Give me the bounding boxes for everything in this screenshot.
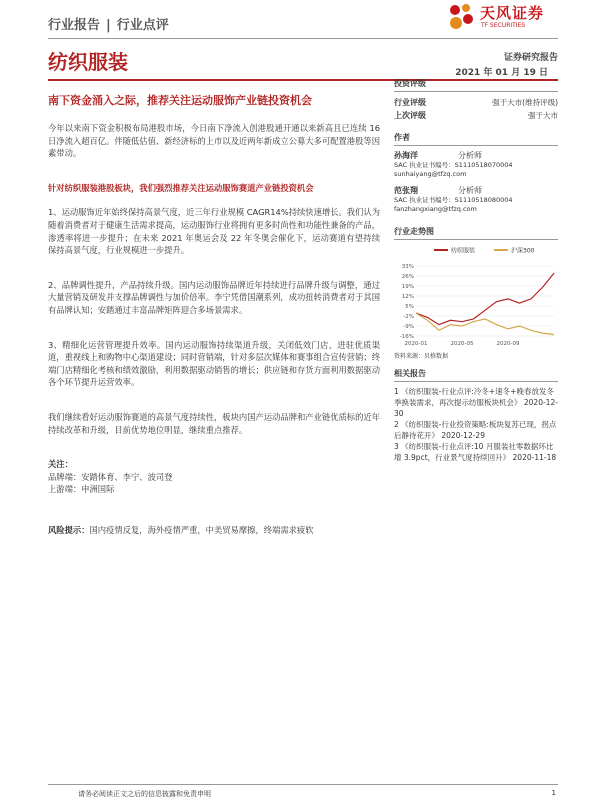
point-3-paragraph: 3、精细化运营管理提升效率。国内运动服饰持续渠道升级，关闭低效门店，进驻优质渠道，重视线上和购物中心渠道建设；同时营销端，针对多层次媒体和赛事组合宣传营销；终端门店精细化考核和绩效激励，利用数据驱动销售的增长；供应链和存货方面利用数据驱动各个环节提升运营效率。 [48, 339, 380, 388]
trend-chart-svg [394, 244, 558, 349]
industry-rating-label: 行业评级 [394, 98, 426, 107]
report-subtitle: 南下资金涌入之际，推荐关注运动服饰产业链投资机会 [48, 94, 312, 107]
logo-english-text: TF SECURITIES [481, 22, 526, 29]
footer-disclaimer: 请务必阅读正文之后的信息披露和免责申明 [78, 790, 211, 798]
category-separator: | [106, 18, 111, 33]
report-type: 证券研究报告 [503, 53, 558, 63]
risk-section [48, 524, 380, 537]
related-report-item[interactable]: 2 《纺织服装-行业投资策略:板块复苏已现，拐点后静待花开》 2020-12-29 [394, 420, 557, 440]
page-title: 纺织服装 [48, 50, 128, 74]
author-email[interactable]: fanzhangxiang@tfzq.com [394, 205, 477, 213]
company-logo [446, 2, 558, 36]
x-tick-label: 2020-05 [450, 341, 474, 347]
point-1-paragraph: 1、运动服饰近年始终保持高景气度，近三年行业规模 CAGR14%持续快速增长。我们认为随着消费者对于健康生活需求提高，运动服饰行业将拥有更多时尚性和功能性兼备的产品，渗透率将进一步提升；在未来 2021 年奥运会及 22 年冬奥会催化下，运动赛道有望持续保持高景气度，行业规模进一步提升。 [48, 207, 380, 256]
y-tick-label: -9% [403, 324, 414, 330]
risk-label: 风险提示： [48, 524, 90, 535]
focus-title: 关注： [48, 459, 73, 470]
footer-divider [48, 784, 558, 785]
report-date: 2021 年 01 月 19 日 [455, 68, 548, 78]
author-email[interactable]: sunhaiyang@tfzq.com [394, 170, 467, 178]
sidebar [394, 78, 558, 463]
series-line-textile [416, 273, 554, 325]
legend-label: 沪深300 [511, 247, 535, 255]
x-tick-label: 2020-01 [404, 341, 428, 347]
author-sac: SAC 执业证书编号：S1110518070004 [394, 161, 513, 169]
author-role: 分析师 [458, 151, 482, 160]
page-number: 1 [551, 789, 556, 797]
last-rating-label: 上次评级 [394, 111, 426, 120]
industry-trend-chart [394, 244, 558, 349]
point-2-paragraph: 2、品牌调性提升，产品持续升级。国内运动服饰品牌近年持续进行品牌升级与调整，通过大量营销及研发并支撑品牌调性与加价倍率。李宁凭借国潮系列，成功扭转消费者对于其国有品牌认知；安踏通过丰富品牌矩阵迎合多场景需求。 [48, 279, 380, 315]
y-tick-label: 26% [401, 274, 414, 280]
y-tick-label: 5% [405, 304, 414, 310]
logo-chinese-text: 天风证券 [480, 4, 545, 22]
main-content [48, 122, 380, 536]
focus-brand: 品牌端：安踏体育、李宁、波司登 [48, 471, 173, 482]
legend-label: 纺织服装 [451, 247, 476, 255]
industry-rating-value: 强于大市(维持评级) [492, 98, 558, 107]
last-rating-row [394, 109, 558, 122]
intro-paragraph: 今年以来南下资金积极布局港股市场，今日南下净流入创港股通开通以来新高且已连续 16 日净流入超百亿。伴随低估值、新经济标的上市以及近两年新成立公募大多可配置港股等因素带动。 [48, 123, 380, 159]
y-tick-label: 33% [401, 264, 414, 270]
header-divider [48, 38, 558, 39]
related-reports [394, 386, 558, 463]
focus-upstream: 上游端：申洲国际 [48, 484, 115, 495]
thesis-paragraph: 针对纺织服装港股板块，我们强烈推荐关注运动服饰赛道产业链投资机会 [48, 182, 314, 193]
author-name: 孙海洋 [394, 151, 418, 160]
related-title: 相关报告 [394, 368, 558, 382]
risk-text: 国内疫情反复，海外疫情严重，中美贸易摩擦，终端需求疲软 [89, 524, 314, 535]
related-report-item[interactable]: 3 《纺织服装-行业点评:10 月服装社零数据环比增 3.9pct，行业景气度持续回升》 2020-11-18 [394, 442, 557, 462]
y-tick-label: -16% [399, 334, 414, 340]
y-tick-label: -2% [403, 314, 414, 320]
report-category [48, 14, 169, 33]
industry-rating-row [394, 96, 558, 109]
rating-title: 投资评级 [394, 78, 558, 92]
x-tick-label: 2020-09 [496, 341, 520, 347]
subcategory-label: 行业点评 [116, 18, 169, 33]
logo-mark-icon [446, 2, 476, 32]
conclusion-paragraph: 我们继续看好运动服饰赛道的高景气度持续性，板块内国产运动品牌和产业链优质标的近年持续改革和升级，目前优势地位明显，继续重点推荐。 [48, 411, 380, 435]
chart-source: 资料来源：贝格数据 [394, 353, 449, 360]
y-tick-label: 19% [401, 284, 414, 290]
report-header [48, 4, 558, 38]
related-report-item[interactable]: 1 《纺织服装-行业点评:冷冬+速冬+晚春放发冬季换装需求，再次提示纺服板块机会》 2020-12-30 [394, 387, 558, 418]
author-2 [394, 185, 558, 214]
author-title: 作者 [394, 132, 558, 146]
author-role: 分析师 [458, 186, 482, 195]
author-name: 范张翔 [394, 186, 418, 195]
author-1 [394, 150, 558, 179]
y-tick-label: 12% [401, 294, 414, 300]
author-sac: SAC 执业证书编号：S1110518080004 [394, 196, 513, 204]
chart-title: 行业走势图 [394, 226, 558, 240]
category-label: 行业报告 [48, 18, 101, 33]
focus-section [48, 458, 380, 496]
last-rating-value: 强于大市 [528, 111, 558, 120]
